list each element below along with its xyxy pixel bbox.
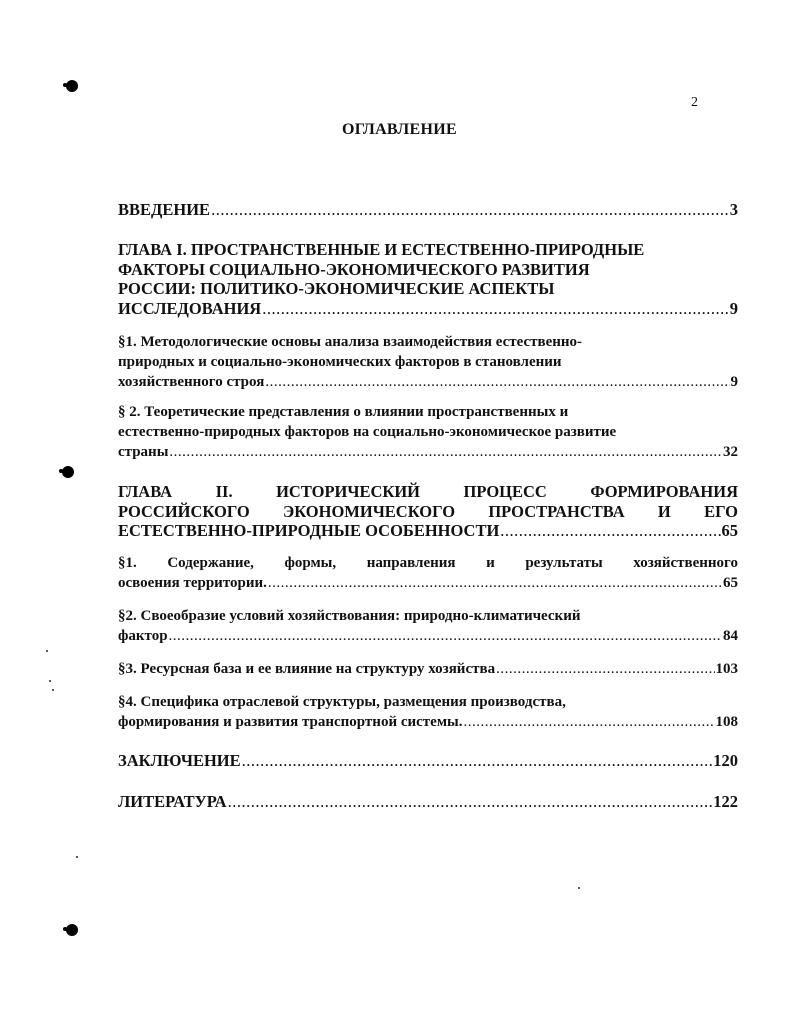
toc-entry-title: страны	[118, 444, 169, 460]
dot-leader	[265, 372, 729, 392]
toc-entry-page: 9	[729, 298, 738, 318]
toc-entry-line: естественно-природных факторов на социально-экономическое развитие	[118, 424, 617, 440]
toc-entry-line: ФАКТОРЫ СОЦИАЛЬНО-ЭКОНОМИЧЕСКОГО РАЗВИТИЯ	[118, 259, 590, 279]
toc-entry-section-1-2[interactable]	[118, 402, 738, 462]
toc-entry-page: 32	[723, 444, 738, 460]
toc-entry-page: 65	[723, 575, 738, 591]
scan-mark-icon	[66, 924, 78, 936]
toc-entry-title: ЗАКЛЮЧЕНИЕ	[118, 751, 241, 770]
toc-entry-title: ЕСТЕСТВЕННО-ПРИРОДНЫЕ ОСОБЕННОСТИ	[118, 521, 500, 540]
scan-mark-icon	[66, 80, 78, 92]
dot-leader	[211, 200, 729, 220]
toc-entry-chapter-1[interactable]	[118, 240, 738, 318]
toc-entry-section-1-1[interactable]	[118, 332, 738, 392]
scan-speck	[49, 680, 51, 682]
scan-speck	[578, 887, 580, 889]
scan-speck	[46, 650, 48, 652]
toc-entry-line: §1. Содержание, формы, направления и результаты хозяйственного	[118, 555, 738, 571]
scan-speck	[52, 689, 54, 691]
toc-entry-line: § 2. Теоретические представления о влиянии пространственных и	[118, 404, 569, 420]
toc-entry-line: §2. Своеобразие условий хозяйствования: природно-климатический	[118, 608, 581, 624]
toc-entry-page: 3	[729, 200, 738, 219]
page-number: 2	[691, 95, 698, 110]
toc-entry-title: §3. Ресурсная база и ее влияние на структуру хозяйства	[118, 661, 496, 677]
toc-entry-literature[interactable]	[118, 792, 738, 812]
toc-entry-line: природных и социально-экономических факторов в становлении	[118, 354, 562, 370]
dot-leader	[169, 626, 722, 646]
toc-entry-page: 103	[715, 661, 738, 677]
toc-entry-line: §4. Специфика отраслевой структуры, размещения производства,	[118, 694, 566, 710]
toc-entry-chapter-2[interactable]	[118, 482, 738, 541]
toc-entry-page: 122	[713, 792, 738, 811]
toc-entry-title: ЛИТЕРАТУРА	[118, 792, 227, 811]
dot-leader	[496, 659, 714, 679]
toc-entry-title: фактор	[118, 628, 168, 644]
toc-entry-page: 65	[721, 521, 738, 540]
toc-entry-line: ГЛАВА II. ИСТОРИЧЕСКИЙ ПРОЦЕСС ФОРМИРОВАНИЯ	[118, 482, 738, 501]
scan-speck	[76, 856, 78, 858]
toc-entry-title: ИССЛЕДОВАНИЯ	[118, 298, 262, 318]
toc-entry-introduction[interactable]	[118, 200, 738, 220]
toc-entry-page: 108	[715, 714, 738, 730]
toc-entry-line: ГЛАВА I. ПРОСТРАНСТВЕННЫЕ И ЕСТЕСТВЕННО-ПРИРОДНЫЕ	[118, 240, 645, 259]
toc-entry-page: 9	[730, 374, 738, 390]
toc-entry-title: хозяйственного строя	[118, 374, 265, 390]
dot-leader	[242, 751, 713, 771]
toc-entry-page: 120	[713, 751, 738, 770]
toc-entry-line: §1. Методологические основы анализа взаимодействия естественно-	[118, 334, 583, 350]
toc-entry-line: РОССИЙСКОГО ЭКОНОМИЧЕСКОГО ПРОСТРАНСТВА И ЕГО	[118, 501, 738, 521]
dot-leader	[268, 573, 722, 593]
toc-entry-title: освоения территории.	[118, 575, 267, 591]
toc-entry-section-2-2[interactable]	[118, 606, 738, 646]
toc-entry-title: ВВЕДЕНИЕ	[118, 200, 211, 219]
toc-entry-section-2-1[interactable]	[118, 553, 738, 593]
toc-entry-page: 84	[723, 628, 738, 644]
toc-entry-section-2-3[interactable]	[118, 659, 738, 679]
dot-leader	[169, 442, 722, 462]
dot-leader	[262, 299, 729, 319]
page-title: ОГЛАВЛЕНИЕ	[342, 121, 457, 138]
dot-leader	[464, 712, 715, 732]
dot-leader	[228, 792, 713, 812]
dot-leader	[500, 521, 720, 541]
toc-entry-title: формирования и развития транспортной системы.	[118, 714, 463, 730]
scan-mark-icon	[62, 466, 74, 478]
toc-entry-conclusion[interactable]	[118, 751, 738, 771]
toc-entry-line: РОССИИ: ПОЛИТИКО-ЭКОНОМИЧЕСКИЕ АСПЕКТЫ	[118, 279, 555, 298]
toc-entry-section-2-4[interactable]	[118, 692, 738, 732]
